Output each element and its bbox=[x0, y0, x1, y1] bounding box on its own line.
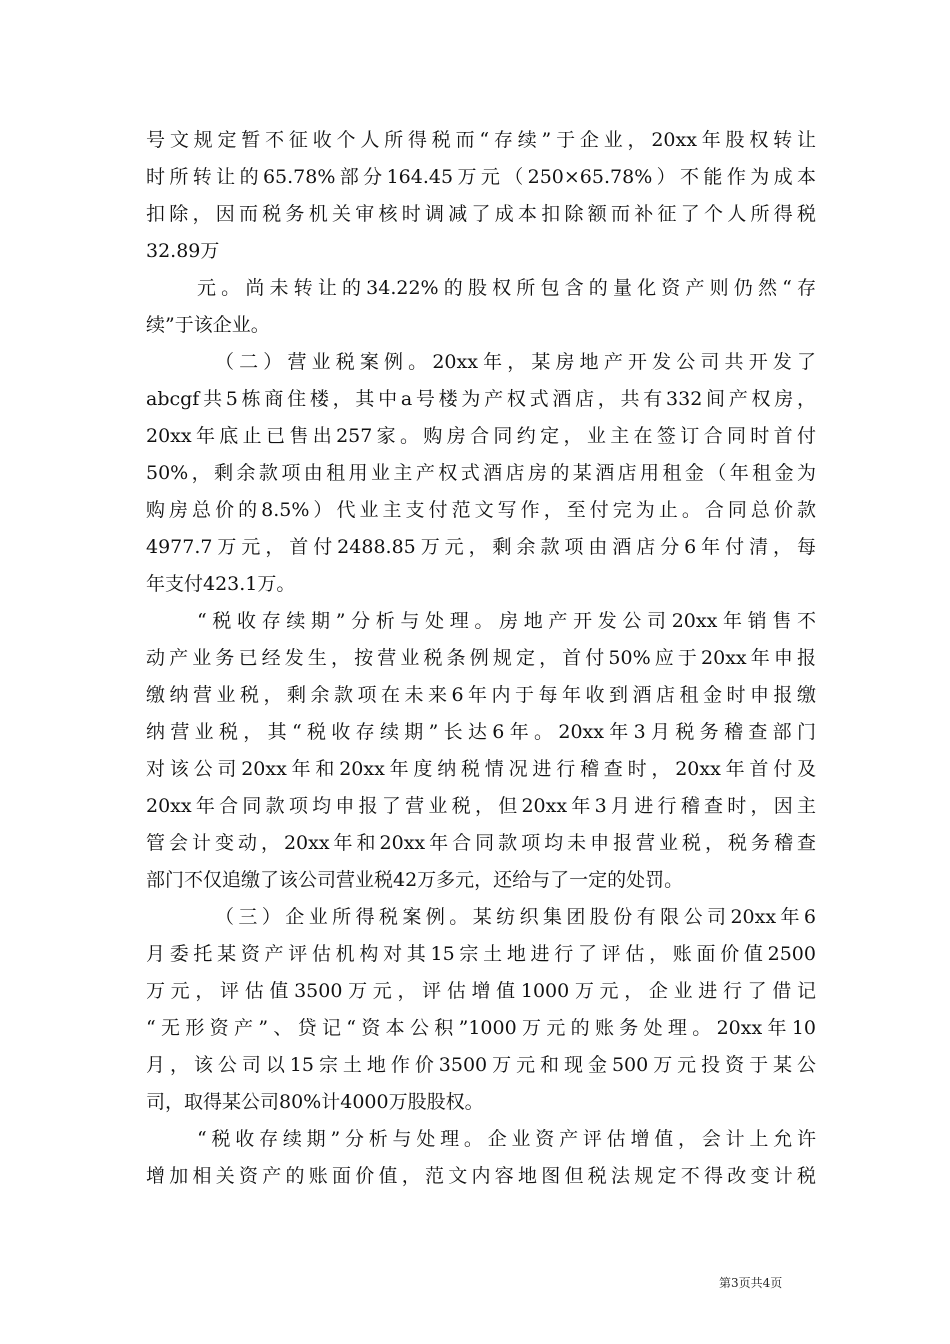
body-line: 管会计变动，20xx年和20xx年合同款项均未申报营业税，税务稽查 bbox=[146, 832, 816, 854]
body-line: 缴纳营业税，剩余款项在未来6年内于每年收到酒店租金时申报缴 bbox=[146, 684, 816, 706]
body-line: 部门不仅追缴了该公司营业税42万多元，还给与了一定的处罚。 bbox=[146, 869, 684, 891]
body-line: 司，取得某公司80%计4000万股股权。 bbox=[146, 1091, 484, 1113]
body-line: 月委托某资产评估机构对其15宗土地进行了评估，账面价值2500 bbox=[146, 943, 816, 965]
body-line: 20xx年底止已售出257家。购房合同约定，业主在签订合同时首付 bbox=[146, 425, 816, 447]
body-line: 号文规定暂不征收个人所得税而“存续”于企业，20xx年股权转让 bbox=[146, 129, 816, 151]
body-line: 对该公司20xx年和20xx年度纳税情况进行稽查时，20xx年首付及 bbox=[146, 758, 816, 780]
body-line: 时所转让的65.78%部分164.45万元（250×65.78%）不能作为成本 bbox=[146, 166, 816, 188]
body-line: 年支付423.1万。 bbox=[146, 573, 296, 595]
section-heading-line: （三）企业所得税案例。某纺织集团股份有限公司20xx年6 bbox=[215, 906, 816, 928]
body-line: 纳营业税，其“税收存续期”长达6年。20xx年3月税务稽查部门 bbox=[146, 721, 816, 743]
page-number-footer: 第3页共4页 bbox=[719, 1276, 783, 1290]
body-line: 购房总价的8.5%）代业主支付范文写作，至付完为止。合同总价款 bbox=[146, 499, 816, 521]
body-line: 20xx年合同款项均申报了营业税，但20xx年3月进行稽查时，因主 bbox=[146, 795, 816, 817]
body-line: 动产业务已经发生，按营业税条例规定，首付50%应于20xx年申报 bbox=[146, 647, 816, 669]
body-line: “无形资产”、贷记“资本公积”1000万元的账务处理。20xx年10 bbox=[146, 1017, 816, 1039]
body-line: “税收存续期”分析与处理。房地产开发公司20xx年销售不 bbox=[197, 610, 816, 632]
body-line: 续”于该企业。 bbox=[146, 314, 270, 336]
body-line: 4977.7万元，首付2488.85万元，剩余款项由酒店分6年付清，每 bbox=[146, 536, 816, 558]
body-line: 50%，剩余款项由租用业主产权式酒店房的某酒店用租金（年租金为 bbox=[146, 462, 816, 484]
body-line: 月，该公司以15宗土地作价3500万元和现金500万元投资于某公 bbox=[146, 1054, 816, 1076]
section-heading-line: （二）营业税案例。20xx年，某房地产开发公司共开发了 bbox=[215, 351, 816, 373]
body-line: abcgf共5栋商住楼，其中a号楼为产权式酒店，共有332间产权房， bbox=[146, 388, 816, 410]
body-line: “税收存续期”分析与处理。企业资产评估增值，会计上允许 bbox=[197, 1128, 816, 1150]
body-line: 增加相关资产的账面价值，范文内容地图但税法规定不得改变计税 bbox=[146, 1165, 816, 1187]
body-line: 扣除，因而税务机关审核时调减了成本扣除额而补征了个人所得税 bbox=[146, 203, 816, 225]
body-line: 万元，评估值3500万元，评估增值1000万元，企业进行了借记 bbox=[146, 980, 816, 1002]
body-line: 元。尚未转让的34.22%的股权所包含的量化资产则仍然“存 bbox=[197, 277, 816, 299]
body-line: 32.89万 bbox=[146, 240, 220, 262]
